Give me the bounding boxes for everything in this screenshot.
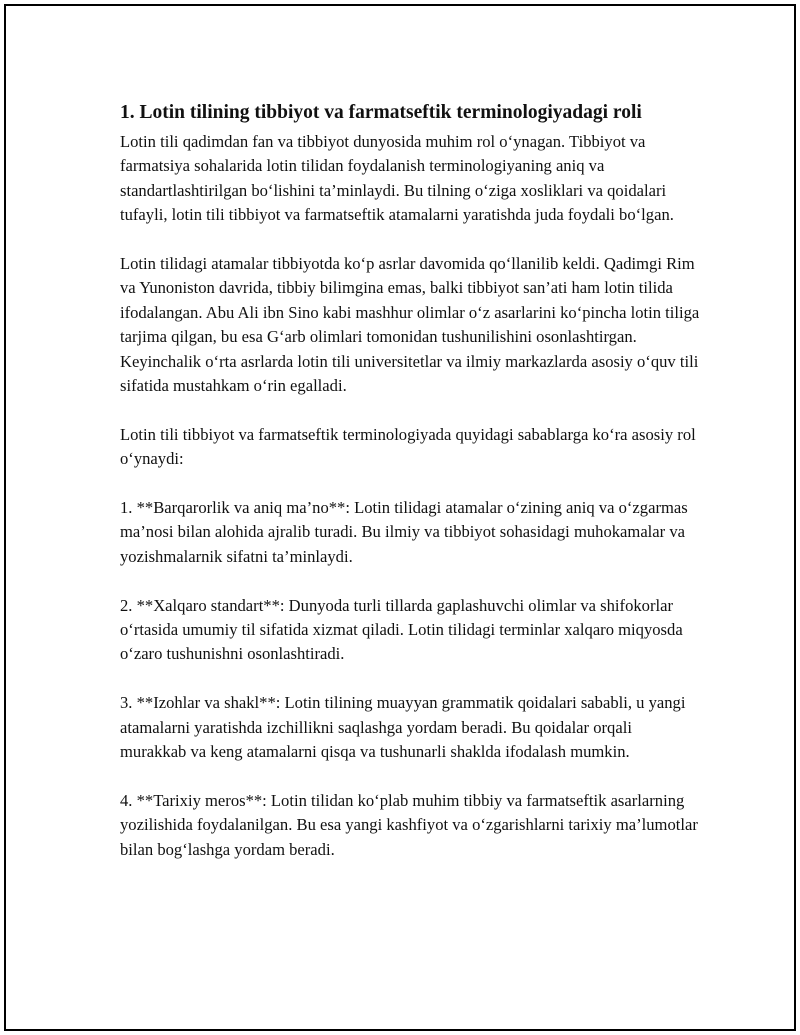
document-title: 1. Lotin tilining tibbiyot va farmatseftik terminologiyadagi roli [120, 102, 642, 123]
document-body [120, 100, 700, 886]
list-item-international-standard: 2. **Xalqaro standart**: Dunyoda turli tillarda gaplashuvchi olimlar va shifokorlar o‘rtasida umumiy til sifatida xizmat qiladi. Lotin tilidagi terminlar xalqaro miqyosda o‘zaro tushunishni osonlashtiradi. [120, 595, 683, 664]
list-item-stability: 1. **Barqarorlik va aniq ma’no**: Lotin tilidagi atamalar o‘zining aniq va o‘zgarmas ma’nosi bilan alohida ajralib turadi. Bu ilmiy va tibbiyot sohasidagi muhokamalar va yozishmalarnik sifatni ta’minlaydi. [120, 498, 688, 566]
list-item-historical-heritage: 4. **Tarixiy meros**: Lotin tilidan ko‘plab muhim tibbiy va farmatseftik asarlarning yozilishida foydalanilgan. Bu esa yangi kashfiyot va o‘zgarishlarni tarixiy ma’lumotlar bilan bog‘lashga yordam beradi. [120, 790, 698, 859]
paragraph-intro: Lotin tili qadimdan fan va tibbiyot dunyosida muhim rol o‘ynagan. Tibbiyot va farmatsiya sohalarida lotin tilidan foydalanish terminologiyaning aniq va standartlashtirilgan bo‘lishini ta’minlaydi. Bu tilning o‘ziga xosliklari va qoidalari tufayli, lotin tili tibbiyot va farmatseftik atamalarni yaratishda juda foydali bo‘lgan. [120, 132, 674, 225]
page-frame [4, 4, 796, 1031]
paragraph-history: Lotin tilidagi atamalar tibbiyotda ko‘p asrlar davomida qo‘llanilib keldi. Qadimgi Rim va Yunoniston davrida, tibbiy bilimgina emas, balki tibbiyot san’ati ham lotin tilida ifodalangan. Abu Ali ibn Sino kabi mashhur olimlar o‘z asarlarini ko‘pincha lotin tiliga tarjima qilgan, bu esa G‘arb olimlari tomonidan tushunilishini osonlashtirgan. Keyinchalik o‘rta asrlarda lotin tili universitetlar va ilmiy markazlarda asosiy o‘quv tili sifatida mustahkam o‘rin egalladi. [120, 254, 700, 396]
paragraph-reasons-intro: Lotin tili tibbiyot va farmatseftik terminologiyada quyidagi sabablarga ko‘ra asosiy rol o‘ynaydi: [120, 424, 696, 469]
list-item-grammar-form: 3. **Izohlar va shakl**: Lotin tilining muayyan grammatik qoidalari sababli, u yangi atamalarni yaratishda izchillikni saqlashga yordam beradi. Bu qoidalar orqali murakkab va keng atamalarni qisqa va tushunarli shaklda ifodalash mumkin. [120, 693, 686, 762]
